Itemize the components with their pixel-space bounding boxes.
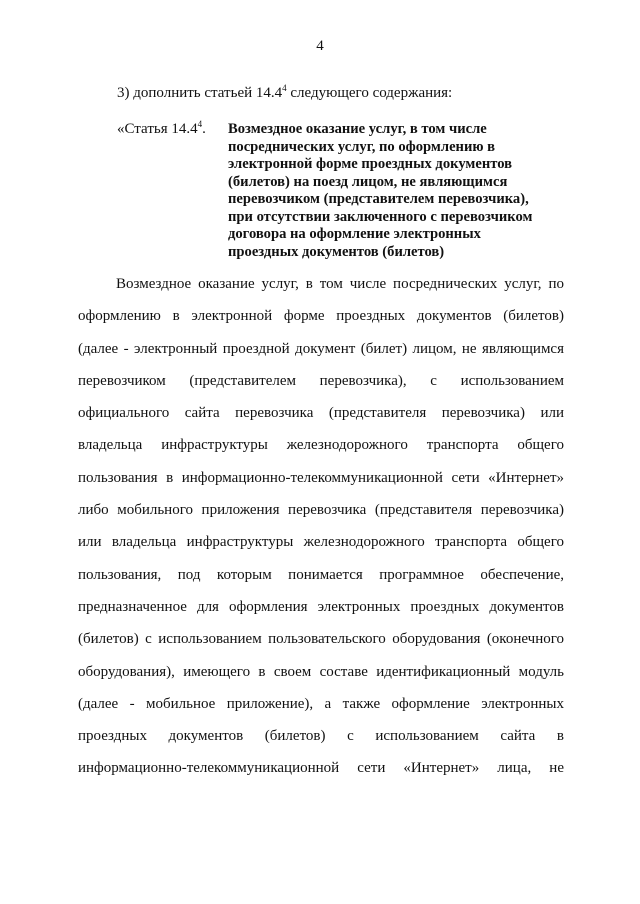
body-line: информационно-телекоммуникационной сети «Интернет» лица, не xyxy=(78,760,564,777)
body-paragraph xyxy=(78,268,564,785)
page-number: 4 xyxy=(316,38,324,54)
body-line: (далее - электронный проездной документ (билет) лицом, не являющимся xyxy=(78,340,564,357)
article-title-line: посреднических услуг, по оформлению в xyxy=(228,138,496,155)
body-line: перевозчиком (представителем перевозчика), с использованием xyxy=(78,372,564,389)
article-label xyxy=(117,121,206,138)
article-title-line: Возмездное оказание услуг, в том числе xyxy=(228,121,487,137)
body-line: предназначенное для оформления электронных проездных документов xyxy=(78,598,564,615)
article-title-line: проездных документов (билетов) xyxy=(228,243,445,260)
body-line: пользования, под которым понимается программное обеспечение, xyxy=(78,566,564,583)
body-line: пользования в информационно-телекоммуникационной сети «Интернет» xyxy=(78,469,564,486)
body-line: (далее - мобильное приложение), а также оформление электронных xyxy=(78,695,564,712)
body-line: или владельца инфраструктуры железнодорожного транспорта общего xyxy=(78,534,564,551)
body-line: оборудования), имеющего в своем составе идентификационный модуль xyxy=(78,663,564,680)
article-title-line: электронной форме проездных документов xyxy=(228,156,513,172)
article-label-tail: . xyxy=(202,121,206,137)
body-line: проездных документов (билетов) с использованием сайта в xyxy=(78,728,564,745)
article-title xyxy=(228,121,538,261)
amendment-tail: следующего содержания: xyxy=(286,85,453,101)
body-line: Возмездное оказание услуг, в том числе посреднических услуг, по xyxy=(116,276,564,292)
article-title-line: (билетов) на поезд лицом, не являющимся xyxy=(228,173,508,190)
amendment-text: 3) дополнить статьей 14.4 xyxy=(117,85,283,101)
article-label-text: «Статья 14.4 xyxy=(117,121,198,137)
body-line: владельца инфраструктуры железнодорожного транспорта общего xyxy=(78,437,564,454)
body-line: (билетов) с использованием пользовательского оборудования (оконечного xyxy=(78,631,564,648)
article-title-line: договора на оформление электронных xyxy=(228,226,481,242)
article-label-superscript: 4 xyxy=(197,119,203,129)
body-line: либо мобильного приложения перевозчика (представителя перевозчика) xyxy=(78,502,564,519)
article-title-line: перевозчиком (представителем перевозчика), xyxy=(228,191,529,207)
amendment-line xyxy=(117,85,452,102)
article-title-line: при отсутствии заключенного с перевозчиком xyxy=(228,208,533,225)
body-line: оформлению в электронной форме проездных документов (билетов) xyxy=(78,308,564,325)
amendment-superscript: 4 xyxy=(282,83,287,93)
body-line: официального сайта перевозчика (представителя перевозчика) или xyxy=(78,405,564,422)
